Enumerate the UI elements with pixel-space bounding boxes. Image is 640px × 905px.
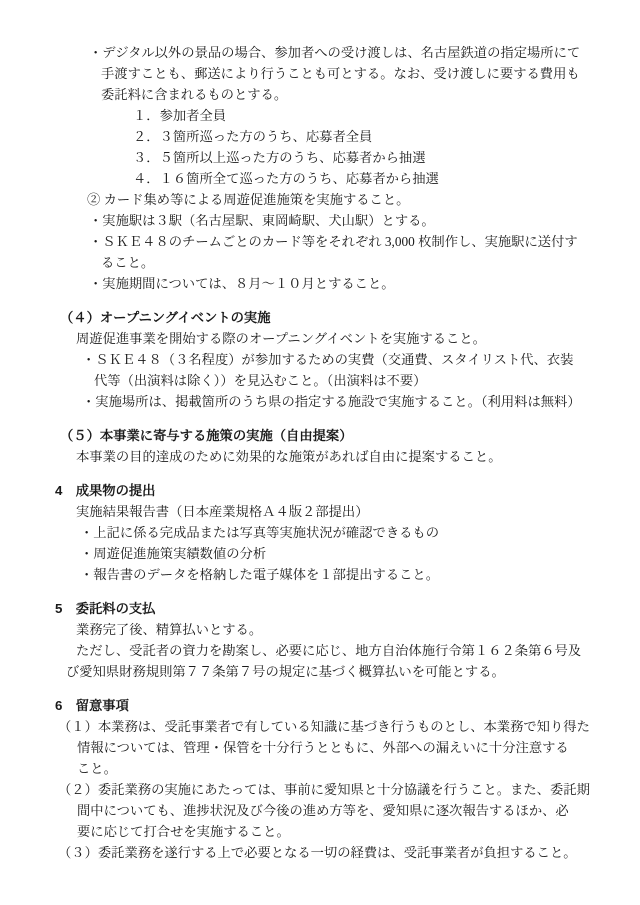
line-note-2-2: 間中についても、進捗状況及び今後の進め方等を、愛知県に逐次報告するほか、必 <box>77 803 569 818</box>
line-note-2-3: 要に応じて打合せを実施すること。 <box>77 824 290 839</box>
line-payment-3: び愛知県財務規則第７７条第７号の規定に基づく概算払いを可能とする。 <box>66 664 505 679</box>
heading-opening-event: （４）オープニングイベントの実施 <box>60 310 271 325</box>
line-payment-1: 業務完了後、精算払いとする。 <box>76 622 263 637</box>
line-card-production-1: ・ＳＫＥ４８のチームごとのカード等をそれぞれ 3,000 枚制作し、実施駅に送付す <box>89 234 578 249</box>
line-digital-prize-1: ・デジタル以外の景品の場合、参加者への受け渡しは、名古屋鉄道の指定場所にて <box>89 45 581 60</box>
line-note-1-1: （１）本業務は、受託事業者で有している知識に基づき行うものとし、本業務で知り得た <box>58 719 590 734</box>
line-card-production-2: ること。 <box>101 255 155 270</box>
heading-deliverables: 4 成果物の提出 <box>55 483 156 498</box>
line-deliverables-bullet-1: ・上記に係る完成品または写真等実施状況が確認できるもの <box>80 525 440 540</box>
list-item-winner-tier-3: ３．５箇所以上巡った方のうち、応募者から抽選 <box>133 150 426 165</box>
heading-notes: 6 留意事項 <box>55 698 129 713</box>
heading-free-proposal: （５）本事業に寄与する施策の実施（自由提案） <box>60 428 353 443</box>
line-deliverables-bullet-2: ・周遊促進施策実績数値の分析 <box>80 546 267 561</box>
section-spacer <box>55 585 610 598</box>
section-spacer <box>55 682 610 695</box>
section-spacer <box>55 467 610 480</box>
line-payment-2: ただし、受託者の資力を勘案し、必要に応じ、地方自治体施行令第１６２条第６号及 <box>76 643 582 658</box>
heading-payment: 5 委託料の支払 <box>55 601 156 616</box>
line-digital-prize-2: 手渡すことも、郵送により行うことも可とする。なお、受け渡しに要する費用も <box>101 66 580 81</box>
line-deliverables-bullet-3: ・報告書のデータを格納した電子媒体を１部提出すること。 <box>80 567 440 582</box>
line-opening-event-body: 周遊促進事業を開始する際のオープニングイベントを実施すること。 <box>76 331 486 346</box>
line-opening-event-venue: ・実施場所は、掲載箇所のうち県の指定する施設で実施すること。（利用料は無料） <box>82 394 581 409</box>
line-free-proposal-body: 本事業の目的達成のために効果的な施策があれば自由に提案すること。 <box>76 449 502 464</box>
line-note-1-2: 情報については、管理・保管を十分行うとともに、外部への漏えいに十分注意する <box>77 740 569 755</box>
list-item-winner-tier-1: １．参加者全員 <box>133 108 227 123</box>
line-note-3: （３）委託業務を遂行する上で必要となる一切の経費は、受託事業者が負担すること。 <box>58 845 577 860</box>
line-opening-event-cost-2: 代等（出演料は除く））を見込むこと。（出演料は不要） <box>94 373 427 388</box>
line-opening-event-cost-1: ・ＳＫＥ４８（３名程度）が参加するための実費（交通費、スタイリスト代、衣装 <box>82 352 574 367</box>
list-item-winner-tier-2: ２．３箇所巡った方のうち、応募者全員 <box>133 129 373 144</box>
line-note-1-3: こと。 <box>77 761 117 776</box>
line-card-measure-heading: ② カード集め等による周遊促進施策を実施すること。 <box>87 192 410 207</box>
list-item-winner-tier-4: ４．１６箇所全て巡った方のうち、応募者から抽選 <box>133 171 439 186</box>
line-card-stations: ・実施駅は３駅（名古屋駅、東岡崎駅、犬山駅）とする。 <box>89 213 435 228</box>
line-deliverables-report: 実施結果報告書（日本産業規格Ａ４版２部提出） <box>76 504 369 519</box>
line-card-period: ・実施期間については、８月〜１０月とすること。 <box>89 276 395 291</box>
section-spacer <box>55 412 610 425</box>
line-note-2-1: （２）委託業務の実施にあたっては、事前に愛知県と十分協議を行うこと。また、委託期 <box>58 782 590 797</box>
section-spacer <box>55 294 610 307</box>
line-digital-prize-3: 委託料に含まれるものとする。 <box>101 87 288 102</box>
